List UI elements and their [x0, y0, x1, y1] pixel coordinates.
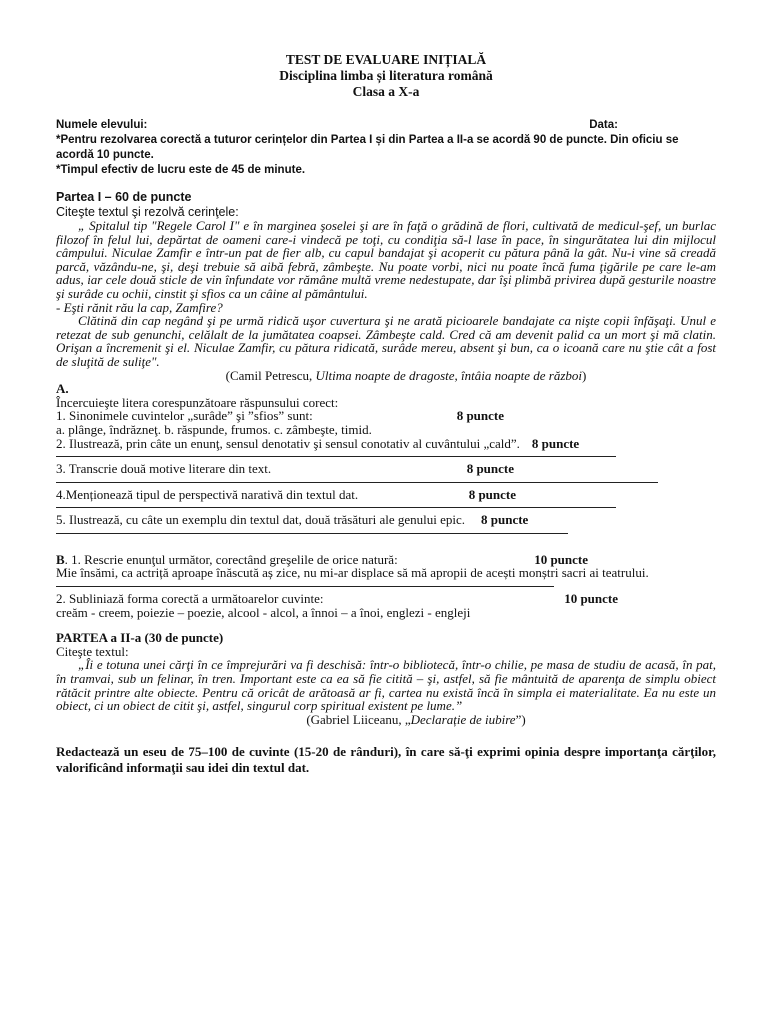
part1-source-end: ) — [582, 367, 587, 383]
test-subtitle: Disciplina limba și literatura română — [279, 68, 493, 83]
part2-title: PARTEA a II-a (30 de puncte) — [56, 630, 224, 646]
answer-line-2[interactable] — [56, 450, 616, 457]
section-b-question-2-text: 2. Subliniază forma corectă a următoarelor cuvinte: — [56, 591, 324, 607]
part1-source-title: Ultima noapte de dragoste, întâia noapte de război — [315, 367, 583, 383]
part2-source-title: Declarație de iubire — [410, 711, 516, 727]
test-page — [56, 52, 716, 776]
question-1-text: 1. Sinonimele cuvintelor „surâde” şi ”sfios” sunt: — [56, 408, 313, 424]
test-class: Clasa a X-a — [352, 84, 420, 99]
question-4-text: 4.Menționează tipul de perspectivă narativă din textul dat. — [56, 486, 359, 502]
document-header — [56, 52, 716, 100]
date-label: Data: — [589, 119, 618, 131]
answer-line-3[interactable] — [56, 476, 658, 483]
answer-line-5[interactable] — [56, 527, 568, 534]
question-3 — [56, 462, 716, 476]
section-b-question-2 — [56, 592, 716, 606]
question-2-points: 8 puncte — [531, 435, 580, 451]
section-b-question-1 — [56, 553, 716, 567]
answer-line-4[interactable] — [56, 501, 616, 508]
part2-instruction: Citeşte textul: — [56, 643, 129, 659]
answer-line-b1[interactable] — [56, 580, 554, 587]
section-a-instruction: Încercuieşte litera corespunzătoare răspunsului corect: — [56, 394, 339, 410]
part1-excerpt-dialog: - Eşti rănit rău la cap, Zamfire? — [56, 299, 223, 315]
section-b-words: creăm - creem, poiezie – poezie, alcool - alcol, a înnoi – a înoi, englezi - engleji — [56, 604, 471, 620]
question-3-points: 8 puncte — [466, 461, 514, 477]
question-5-text: 5. Ilustrează, cu câte un exemplu din textul dat, două trăsături ale genului epic. — [56, 512, 465, 528]
question-1-options: a. plânge, îndrăzneţ. b. răspunde, frumos. c. zâmbeşte, timid. — [56, 421, 372, 437]
part2-source-author: (Gabriel Liiceanu, „ — [306, 711, 411, 727]
question-1-points: 8 puncte — [456, 408, 504, 424]
section-b-question-1-text: . 1. Rescrie enunţul următor, corectând greşelile de orice natură: — [64, 551, 398, 567]
part2-excerpt: „Îi e totuna unei cărţi în ce împrejurări va fi deschisă: într-o bibliotecă, într-o chilie, pe masa de studiu de acasă, în pat, în tramvai, sub un felinar, în tren. Important este ca ea să fie citită – şi, astfel, să fie mântuită de aparenţa de simplu obiect rătăcit printre alte obiecte. Pentru că oricât de arătoasă ar fi, cartea nu există încă în simpla ei materialitate. Ea nu este un obiect, ci un obiect de citit şi, astfel, singurul corp spiritual existent pe lume.” — [56, 657, 716, 714]
question-5 — [56, 513, 716, 527]
scoring-note: *Pentru rezolvarea corectă a tuturor cerințelor din Partea I și din Partea a II-a se acordă 90 de puncte. Din oficiu se acordă 10 puncte. — [56, 134, 679, 161]
section-b-question-1-points: 10 puncte — [534, 551, 588, 567]
test-title: TEST DE EVALUARE INIȚIALĂ — [285, 52, 487, 67]
time-note: *Timpul efectiv de lucru este de 45 de minute. — [56, 164, 306, 176]
section-a-label: A. — [56, 381, 69, 397]
part1-excerpt-paragraph-2: Clătină din cap negând şi pe urmă ridică uşor cuvertura şi ne arată picioarele bandajate ca nişte copii înfăşaţi. Unul e retezat de sub genunchi, celălalt de la jumătatea coapsei. Zâmbeşte cald. Cred că am devenit palid ca un mort şi mă clatin. Orişan a încremenit şi el. Niculae Zamfir, cu pătura ridicată, surâde mereu, absent şi bun, ca o icoană care nu ştie cât a fost de sluţită de suliţe". — [56, 313, 716, 369]
essay-task: Redactează un eseu de 75–100 de cuvinte (15-20 de rânduri), în care să-ţi exprimi opinia despre importanţa cărţilor, valorificând informaţii sau idei din textul dat. — [56, 744, 716, 776]
question-4-points: 8 puncte — [468, 486, 516, 502]
part1-instruction: Citeşte textul şi rezolvă cerinţele: — [56, 205, 239, 219]
part2-source-end: ”) — [515, 711, 526, 727]
student-info — [56, 118, 716, 178]
question-2 — [56, 437, 716, 451]
section-b-question-2-points: 10 puncte — [564, 591, 618, 607]
student-name-label: Numele elevului: — [56, 119, 148, 131]
question-3-text: 3. Transcrie două motive literare din text. — [56, 461, 272, 477]
part1-excerpt-paragraph-1: „ Spitalul tip "Regele Carol I" e în marginea şoselei şi are în faţă o grădină de flori, cultivată de medicul-şef, un burlac filozof în felul lui, depărtat de oameni care-i vindecă pe toţi, cu condiţia să-l lase în pace, în singurătatea lui din mijlocul câmpului. Niculae Zamfir e într-un pat de fier alb, cu capul bandajat şi acoperit cu pătura până la gât. Nu-i vine să creadă parcă, văzându-ne, şi, deşi trebuie să aibă febră, zâmbeşte. Nu poate vorbi, nici nu poate încă fuma ţigările pe care le-am adus, iar cele două sticle de vin înfundate vor rămâne multă vreme nedestupate, dar îşi plimbă privirea după gesturile noastre şi surâde cu ochii, cinstit şi sfios ca un câine al pământului. — [56, 218, 716, 301]
question-5-points: 8 puncte — [481, 512, 529, 528]
question-2-text: 2. Ilustrează, prin câte un enunţ, sensul denotativ şi sensul conotativ al cuvântului „cald”. — [56, 435, 520, 451]
part1-title: Partea I – 60 de puncte — [56, 190, 192, 204]
section-b-sentence: Mie însămi, ca actriță aproape înăscută aș zice, nu mi-ar displace să mă apropii de acești monștri sacri ai teatrului. — [56, 565, 649, 581]
part1-source — [56, 369, 716, 383]
section-b-label: B — [56, 551, 65, 567]
question-4 — [56, 488, 716, 502]
part2-source — [56, 713, 716, 727]
question-1 — [56, 409, 716, 423]
part1-source-author: (Camil Petrescu, — [225, 367, 316, 383]
